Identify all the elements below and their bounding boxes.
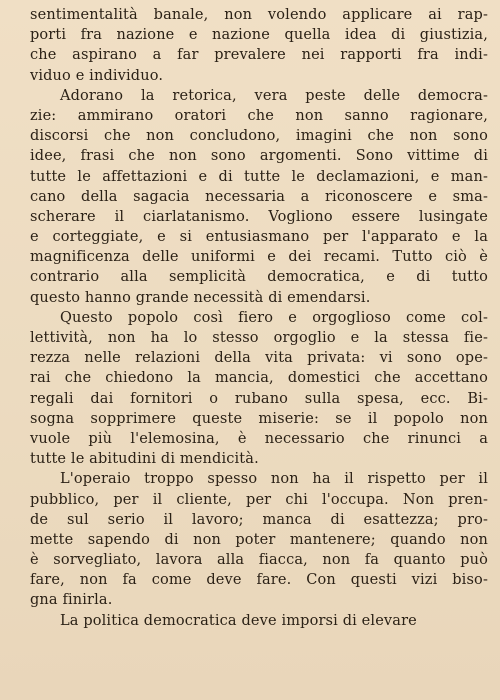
text-line: questo hanno grande necessità di emendarsi. xyxy=(30,289,371,306)
text-line: sogna sopprimere queste miserie: se il popolo non xyxy=(30,410,488,427)
text-line: pubblico, per il cliente, per chi l'occupa. Non pren- xyxy=(30,491,488,508)
text-line: mette sapendo di non poter mantenere; quando non xyxy=(30,531,488,548)
text-line: scherare il ciarlatanismo. Vogliono essere lusingate xyxy=(30,208,488,225)
text-line: tutte le affettazioni e di tutte le declamazioni, e man- xyxy=(30,168,488,185)
text-line: regali dai fornitori o rubano sulla spesa, ecc. Bi- xyxy=(30,390,488,407)
text-line: contrario alla semplicità democratica, e di tutto xyxy=(30,269,488,286)
text-line: porti fra nazione e nazione quella idea di giustizia, xyxy=(30,27,488,44)
text-line: è sorvegliato, lavora alla fiacca, non fa quanto può xyxy=(30,552,488,569)
text-line: e corteggiate, e si entusiasmano per l'apparato e la xyxy=(30,229,488,246)
text-line: Adorano la retorica, vera peste delle democra- xyxy=(60,87,488,104)
text-line: rai che chiedono la mancia, domestici che accettano xyxy=(30,370,488,387)
body-text xyxy=(30,5,488,631)
text-line: zie: ammirano oratori che non sanno ragionare, xyxy=(30,107,488,124)
text-line: idee, frasi che non sono argomenti. Sono vittime di xyxy=(30,148,488,165)
text-line: discorsi che non concludono, imagini che non sono xyxy=(30,128,488,145)
text-line: magnificenza delle uniformi e dei recami. Tutto ciò è xyxy=(30,249,488,266)
text-line: La politica democratica deve imporsi di elevare xyxy=(60,612,417,629)
text-line: tutte le abitudini di mendicità. xyxy=(30,451,259,468)
text-line: fare, non fa come deve fare. Con questi vizi biso- xyxy=(30,572,488,589)
text-line: cano della sagacia necessaria a riconoscere e sma- xyxy=(30,188,488,205)
text-line: L'operaio troppo spesso non ha il rispetto per il xyxy=(60,471,488,488)
text-line: Questo popolo così fiero e orgoglioso come col- xyxy=(60,309,488,326)
text-line: rezza nelle relazioni della vita privata: vi sono ope- xyxy=(30,350,488,367)
text-line: de sul serio il lavoro; manca di esattezza; pro- xyxy=(30,511,488,528)
text-line: viduo e individuo. xyxy=(30,67,164,84)
text-line: vuole più l'elemosina, è necessario che rinunci a xyxy=(30,430,488,447)
text-line: che aspirano a far prevalere nei rapporti fra indi- xyxy=(30,47,488,64)
text-line: gna finirla. xyxy=(30,592,113,609)
text-line: lettività, non ha lo stesso orgoglio e la stessa fie- xyxy=(30,330,488,346)
text-line: sentimentalità banale, non volendo applicare ai rap- xyxy=(30,7,488,23)
